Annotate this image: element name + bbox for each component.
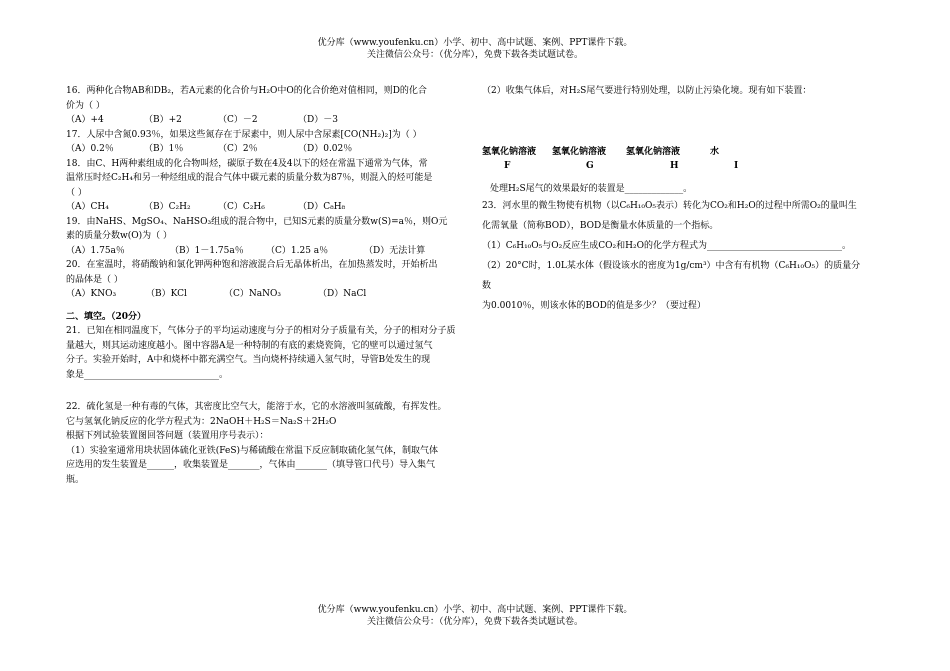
q18-option-d: （D）C₈H₈ — [298, 202, 346, 212]
q18-option-c: （C）C₂H₆ — [218, 202, 265, 212]
q16-option-b: （B）+2 — [144, 115, 182, 125]
left-column — [66, 84, 470, 487]
device-labels — [482, 145, 864, 160]
q22-2-answer: 处理H₂S尾气的效果最好的装置是_____________。 — [490, 183, 693, 194]
q19-option-c: （C）1.25 a％ — [266, 245, 329, 256]
q16-line-1: 16．两种化合物AB和DB₂，若A元素的化合价与H₂O中O的化合价绝对值相同，则D的化合 — [66, 86, 427, 96]
q18-options — [66, 200, 470, 215]
q20-option-a: （A）KNO₃ — [66, 289, 117, 299]
section-2-heading: 二、填空。（20分） — [66, 311, 147, 322]
q17-option-c: （C）2％ — [218, 144, 258, 154]
q22-line-5: 应选用的发生装置是______，收集装置是_______，气体由_______（填导管口代号）导入集气 — [66, 460, 436, 470]
q23-2-line-2: 为0.0010％，则该水体的BOD的值是多少？（要过程） — [482, 301, 706, 311]
footer-line-2: 关注微信公众号：（优分库），免费下载各类试题试卷。 — [366, 617, 583, 627]
spacer — [482, 174, 864, 182]
q20-options — [66, 287, 470, 302]
q22-line-4: （1）实验室通常用块状固体硫化亚铁(FeS)与稀硫酸在常温下反应制取硫化氢气体，制取气体 — [66, 445, 438, 456]
header-line-2: 关注微信公众号：（优分库），免费下载各类试题试卷。 — [366, 50, 583, 60]
footer-line-1: 优分库（www.youfenku.cn）小学、初中、高中试题、案例、PPT课件下载。 — [317, 605, 633, 615]
q22-line-3: 根据下列试验装置图回答问题（装置用序号表示）： — [66, 431, 269, 441]
q22-line-6: 瓶。 — [66, 474, 85, 485]
q23-line-2: 化需氧量（简称BOD），BOD是衡量水体质量的一个指标。 — [482, 221, 719, 231]
right-column — [482, 84, 864, 316]
q19-option-b: （B）1－1.75a％ — [170, 245, 244, 256]
device-letters — [482, 159, 864, 174]
device-letter-f: F — [504, 161, 511, 171]
q16-option-a: （A）+4 — [66, 115, 104, 125]
q21-line-2: 量越大，则其运动速度越小。图中容器A是一种特制的有底的素烧瓷筒，它的壁可以通过氢气 — [66, 340, 433, 351]
q19-options — [66, 244, 470, 259]
q21-line-4: 象是______________________________。 — [66, 369, 229, 380]
device-letter-g: G — [586, 161, 594, 171]
page-header — [0, 37, 950, 61]
q18-line-1: 18．由C、H两种素组成的化合物叫烃，碳原子数在4及4以下的烃在常温下通常为气体，常 — [66, 158, 428, 169]
q16-line-2: 价为（ ） — [66, 100, 105, 111]
q21-line-1: 21．已知在相同温度下，气体分子的平均运动速度与分子的相对分子质量有关，分子的相对分子质 — [66, 326, 456, 336]
q17-option-a: （A）0.2％ — [66, 144, 114, 154]
page-footer — [0, 604, 950, 628]
device-label-g: 氢氧化钠溶液 — [552, 146, 607, 157]
q18-option-a: （A）CH₄ — [66, 202, 109, 212]
q23-line-1: 23．河水里的微生物使有机物（以C₆H₁₀O₅表示）转化为CO₂和H₂O的过程中所需O₂的量叫生 — [482, 201, 857, 211]
q17-text: 17．人尿中含氮0.93％，如果这些氮存在于尿素中，则人尿中含尿素[CO(NH₂)₂]为（ ） — [66, 129, 422, 140]
device-label-h: 氢氧化钠溶液 — [626, 146, 681, 157]
q20-option-c: （C）NaNO₃ — [224, 289, 281, 299]
q23-2-line-1: （2）20°C时，1.0L某水体（假设该水的密度为1g/cm³）中含有有机物（C₆H₁₀O₅）的质量分数 — [482, 261, 861, 291]
q20-option-d: （D）NaCl — [318, 289, 367, 299]
q20-line-2: 的晶体是（ ） — [66, 274, 123, 285]
q19-option-a: （A）1.75a％ — [66, 245, 125, 256]
q16-options — [66, 113, 470, 128]
q19-option-d: （D）无法计算 — [364, 245, 426, 256]
q20-line-1: 20．在室温时，将硝酸钠和氯化钾两种饱和溶液混合后无晶体析出，在加热蒸发时，开始析出 — [66, 260, 438, 270]
q17-options — [66, 142, 470, 157]
device-label-f: 氢氧化钠溶液 — [482, 146, 537, 157]
q23-1-text: （1）C₆H₁₀O₅与O₂反应生成CO₂和H₂O的化学方程式为______________________________。 — [482, 241, 851, 251]
header-line-1: 优分库（www.youfenku.cn）小学、初中、高中试题、案例、PPT课件下载。 — [317, 38, 633, 48]
q21-line-3: 分子。实验开始时，A中和烧杯中都充满空气。当向烧杯持续通入氢气时，导管B处发生的现 — [66, 355, 431, 365]
q22-line-1: 22．硫化氢是一种有毒的气体，其密度比空气大，能溶于水，它的水溶液叫氢硫酸，有挥发性。 — [66, 402, 447, 412]
q22-2-text: （2）收集气体后，对H₂S尾气要进行特别处理，以防止污染化境。现有如下装置： — [482, 86, 812, 96]
device-letter-h: H — [670, 161, 679, 171]
q18-option-b: （B）C₂H₂ — [144, 202, 191, 212]
q16-option-d: （D）－3 — [298, 115, 338, 125]
q17-option-d: （D）0.02％ — [298, 144, 353, 154]
q19-line-2: 素的质量分数w(O)为（ ） — [66, 231, 172, 241]
device-letter-i: I — [734, 161, 739, 171]
q22-line-2: 它与氢氧化钠反应的化学方程式为：2NaOH＋H₂S＝Na₂S＋2H₂O — [66, 416, 337, 427]
q19-line-1: 19．由NaHS、MgSO₄、NaHSO₃组成的混合物中，已知S元素的质量分数w(S)=a％，则O元 — [66, 216, 448, 227]
q18-line-3: （ ） — [66, 187, 87, 198]
q18-line-2: 温常压时烃C₂H₄和另一种烃组成的混合气体中碳元素的质量分数为87％，则混入的烃可能是 — [66, 173, 433, 183]
spacer — [66, 382, 470, 400]
q20-option-b: （B）KCl — [146, 289, 187, 299]
q16-option-c: （C）－2 — [218, 115, 258, 125]
q17-option-b: （B）1％ — [144, 144, 184, 154]
device-label-i: 水 — [710, 146, 720, 157]
